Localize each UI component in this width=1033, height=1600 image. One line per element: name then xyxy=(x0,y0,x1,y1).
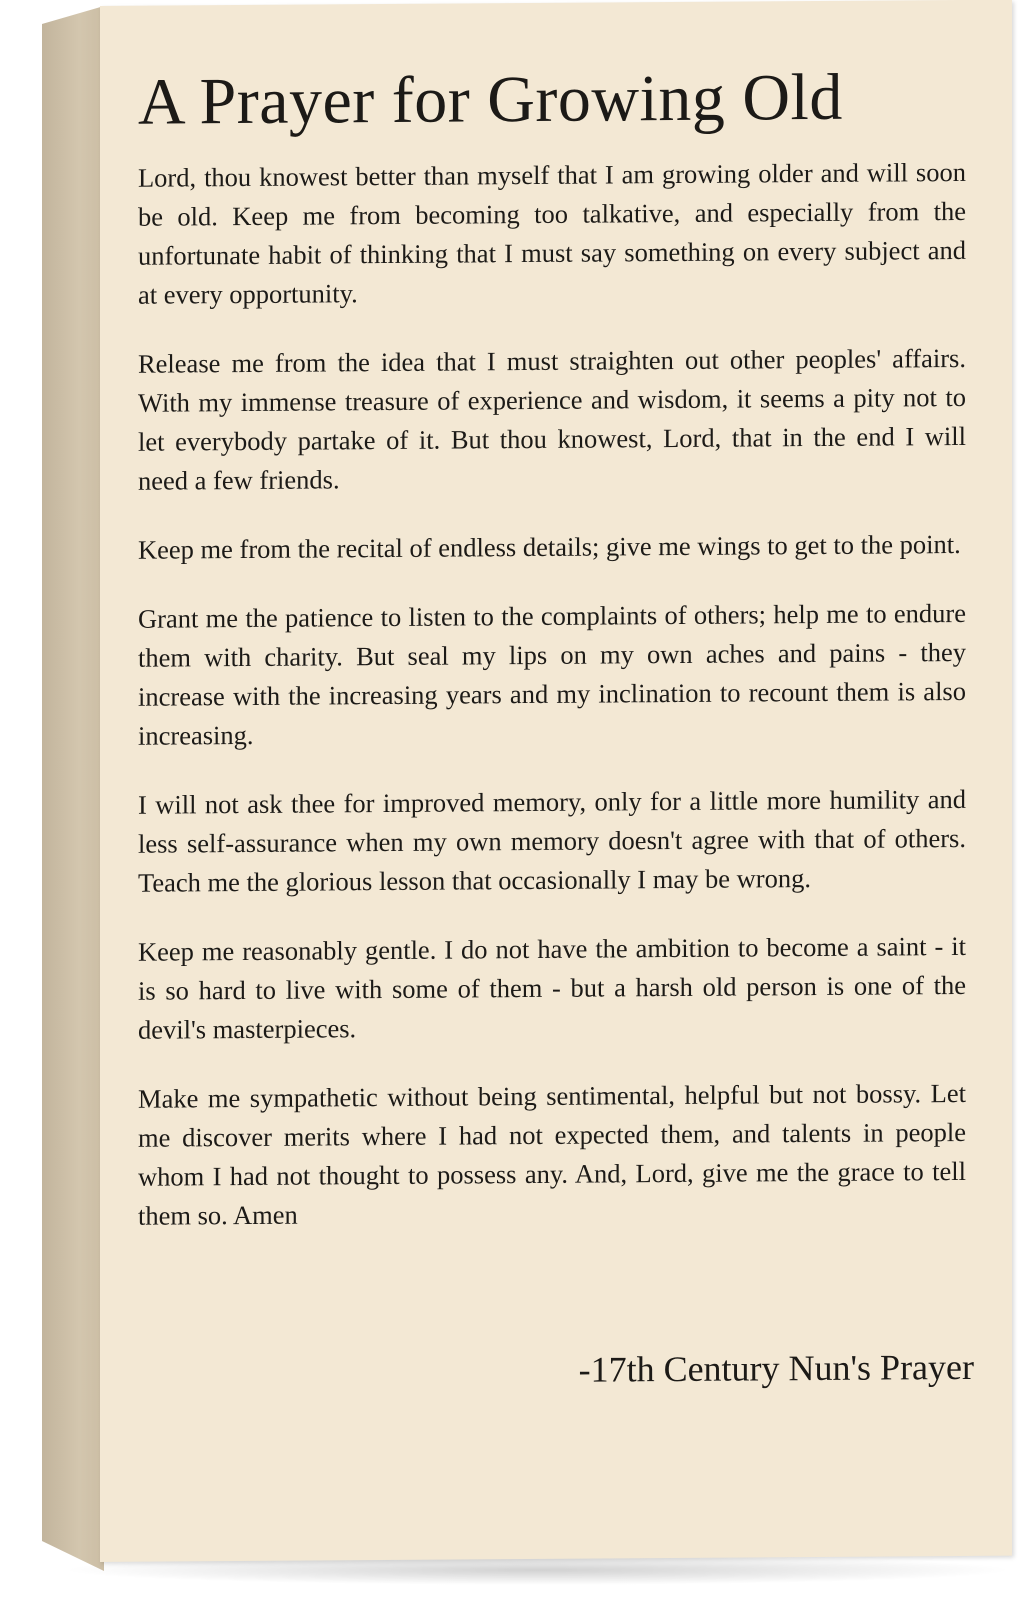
prayer-text-block xyxy=(138,62,966,1266)
prayer-attribution: -17th Century Nun's Prayer xyxy=(578,1346,974,1390)
prayer-paragraph-4: Grant me the patience to listen to the complaints of others; help me to endure them with charity. But seal my lips on my own aches and pains - they increase with the increasing years and my inclination to recount them is also increasing. xyxy=(138,598,966,752)
canvas-print xyxy=(100,0,1012,1562)
prayer-paragraph-6: Keep me reasonably gentle. I do not have the ambition to become a saint - it is so hard to live with some of them - but a harsh old person is one of the devil's masterpieces. xyxy=(138,931,966,1046)
canvas-side-edge xyxy=(42,6,104,1571)
prayer-paragraph-2: Release me from the idea that I must straighten out other peoples' affairs. With my immense treasure of experience and wisdom, it seems a pity not to let everybody partake of it. But thou knowest, Lord, that in the end I will need a few friends. xyxy=(138,343,966,497)
prayer-paragraph-1: Lord, thou knowest better than myself that I am growing older and will soon be old. Keep me from becoming too talkative, and especially from the unfortunate habit of thinking that I must say something on every subject and at every opportunity. xyxy=(138,157,966,311)
prayer-paragraph-3: Keep me from the recital of endless details; give me wings to get to the point. xyxy=(138,529,961,566)
poster-title: A Prayer for Growing Old xyxy=(138,60,843,139)
prayer-paragraph-7: Make me sympathetic without being sentimental, helpful but not bossy. Let me discover merits where I had not expected them, and talents in people whom I had not thought to possess any. And, Lord, give me the grace to tell them so. Amen xyxy=(138,1078,966,1232)
prayer-paragraph-5: I will not ask thee for improved memory, only for a little more humility and less self-assurance when my own memory doesn't agree with that of others. Teach me the glorious lesson that occasionally I may be wrong. xyxy=(138,784,966,899)
